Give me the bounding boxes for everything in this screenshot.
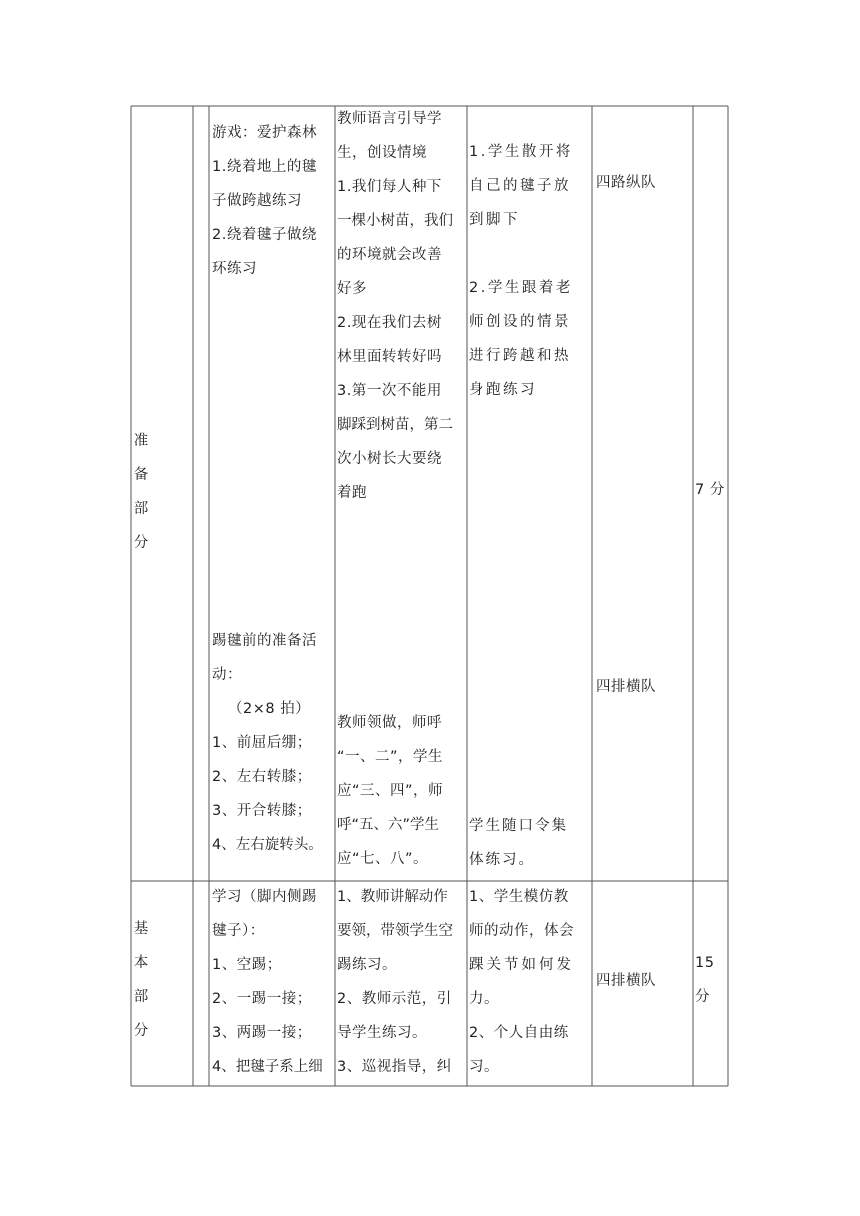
content-line: 3、开合转膝；	[212, 803, 312, 819]
teacher-line: 着跑	[337, 485, 367, 501]
org-basic: 四排横队	[596, 973, 656, 989]
org-column: 四路纵队	[596, 175, 656, 191]
teacher-line: 的环境就会改善	[337, 247, 442, 263]
student-line: 身跑练习	[469, 382, 537, 398]
student-line: 踝关节如何发	[469, 957, 574, 973]
content-line: 2.绕着毽子做绕	[212, 227, 317, 243]
content-line: 1、前屈后绷；	[212, 735, 312, 751]
student-line: 习。	[469, 1059, 499, 1075]
content-line: 4、左右旋转头。	[212, 837, 323, 853]
teacher-line: 1.我们每人种下	[337, 179, 442, 195]
org-rows: 四排横队	[596, 679, 656, 695]
content-line: 2、一踢一接；	[212, 991, 312, 1007]
teacher-line: 生，创设情境	[337, 145, 427, 161]
teacher-line: 导学生练习。	[337, 1025, 427, 1041]
content-line: （2×8 拍）	[228, 701, 311, 717]
content-basic	[212, 880, 323, 1084]
teacher-line: 应“三、四”，师	[337, 783, 444, 799]
content-line: 1.绕着地上的毽	[212, 159, 317, 175]
teacher-line: 2、教师示范，引	[337, 991, 452, 1007]
student-line: 进行跨越和热	[469, 348, 571, 364]
student-line: 1、学生模仿教	[469, 889, 569, 905]
student-line: 师的动作，体会	[469, 923, 574, 939]
student-line: 2、个人自由练	[469, 1025, 569, 1041]
teacher-line: 1、教师讲解动作	[337, 889, 448, 905]
content-line: 毽子）：	[212, 923, 265, 939]
section-label-char: 基	[133, 921, 149, 937]
content-line: 游戏：爱护森林	[212, 125, 317, 141]
time-line: 15	[695, 955, 715, 971]
time-prep: 7 分	[695, 482, 725, 498]
teacher-line: “一、二”，学生	[337, 749, 444, 765]
student-line: 体练习。	[469, 852, 535, 868]
student-warmup	[469, 809, 568, 877]
teacher-game	[337, 102, 453, 510]
content-line: 踢毽前的准备活	[212, 633, 317, 649]
student-game	[469, 135, 573, 407]
time-basic	[695, 946, 714, 1014]
student-line: 到脚下	[469, 212, 520, 228]
teacher-line: 应“七、八”。	[337, 851, 429, 867]
content-line: 学习（脚内侧踢	[212, 889, 317, 905]
teacher-warmup	[337, 706, 443, 876]
teacher-basic	[337, 880, 453, 1084]
content-line: 2、左右转膝；	[212, 769, 312, 785]
section-label-char: 分	[133, 1023, 149, 1039]
student-line: 2.学生跟着老	[469, 280, 573, 296]
teacher-line: 3.第一次不能用	[337, 383, 442, 399]
teacher-line: 2.现在我们去树	[337, 315, 442, 331]
student-line: 师创设的情景	[469, 314, 571, 330]
teacher-line: 要领，带领学生空	[337, 923, 453, 939]
student-line	[469, 237, 573, 271]
teacher-line: 教师领做，师呼	[337, 715, 442, 731]
section-label-char: 分	[133, 535, 149, 551]
section-label-char: 准	[133, 433, 149, 449]
content-line: 子做跨越练习	[212, 193, 302, 209]
section-label-prep	[131, 424, 151, 560]
section-label-char: 备	[133, 467, 149, 483]
student-line: 1.学生散开将	[469, 144, 573, 160]
content-warmup	[212, 624, 323, 862]
content-line: 4、把毽子系上细	[212, 1059, 323, 1075]
teacher-line: 教师语言引导学	[337, 111, 442, 127]
student-basic	[469, 880, 574, 1084]
section-label-char: 本	[133, 955, 149, 971]
teacher-line: 好多	[337, 281, 367, 297]
section-label-char: 部	[133, 501, 149, 517]
section-label-char: 部	[133, 989, 149, 1005]
content-game	[212, 116, 317, 286]
teacher-line: 踢练习。	[337, 957, 397, 973]
time-line: 分	[695, 989, 710, 1005]
student-line: 学生随口令集	[469, 818, 568, 834]
student-line: 力。	[469, 991, 499, 1007]
content-line: 1、空踢；	[212, 957, 282, 973]
content-line: 3、两踢一接；	[212, 1025, 312, 1041]
content-line: 动：	[212, 667, 242, 683]
teacher-line: 呼“五、六”学生	[337, 817, 440, 833]
content-line: 环练习	[212, 261, 257, 277]
teacher-line: 脚踩到树苗，第二	[337, 417, 453, 433]
student-line: 自己的毽子放	[469, 178, 571, 194]
teacher-line: 林里面转转好吗	[337, 349, 442, 365]
teacher-line: 3、巡视指导，纠	[337, 1059, 452, 1075]
teacher-line: 次小树长大要绕	[337, 451, 442, 467]
teacher-line: 一棵小树苗，我们	[337, 213, 453, 229]
section-label-basic	[131, 912, 151, 1048]
